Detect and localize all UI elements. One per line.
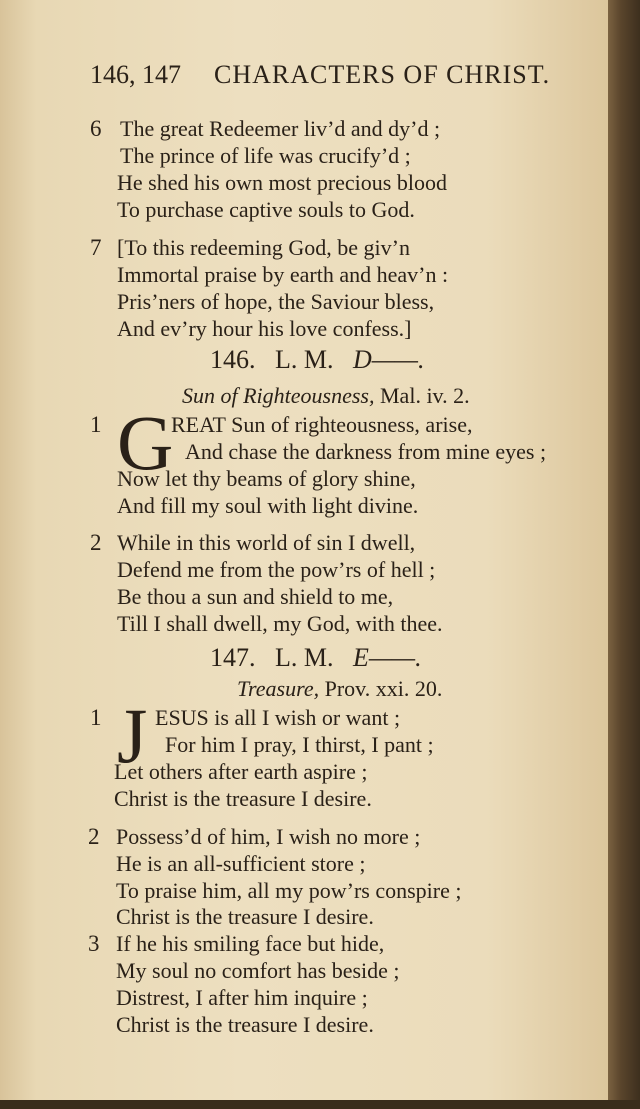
verse-line: ESUS is all I wish or want ; [155,705,401,730]
hymn-subtitle [237,676,442,702]
verse-line: He is an all-sufficient store ; [116,851,366,876]
hymn-heading [210,345,425,375]
verse-line: Pris’ners of hope, the Saviour bless, [117,289,435,314]
drop-cap: G [117,399,174,486]
verse-line: REAT Sun of righteousness, arise, [171,412,473,437]
verse-line: And ev’ry hour his love confess.] [117,316,412,341]
verse-line: Christ is the treasure I desire. [114,786,372,811]
verse-line: If he his smiling face but hide, [116,931,385,956]
verse-line: While in this world of sin I dwell, [117,530,416,555]
page-edge [608,0,640,1109]
verse-number: 7 [90,235,102,260]
hymn-subtitle [182,383,470,409]
verse-line: Till I shall dwell, my God, with thee. [117,611,443,636]
verse-line: He shed his own most precious blood [117,170,447,195]
hymn-number: 146. [210,345,256,374]
verse-number: 3 [88,931,100,956]
verse-line: The great Redeemer liv’d and dy’d ; [120,116,441,141]
verse-line: Distrest, I after him inquire ; [116,985,368,1010]
hymn-heading [210,643,422,673]
running-title: CHARACTERS OF CHRIST. [214,60,551,89]
hymn-tune: E——. [353,643,422,672]
verse-line: Possess’d of him, I wish no more ; [116,824,421,849]
hymn-meter: L. M. [275,345,334,374]
verse-line: And chase the darkness from mine eyes ; [185,439,547,464]
running-header [90,58,590,94]
verse-line: The prince of life was crucify’d ; [120,143,411,168]
verse-line: My soul no comfort has beside ; [116,958,400,983]
hymn-theme: Sun of Righteousness, [182,383,375,408]
verse-number: 6 [90,116,102,141]
hymn-number: 147. [210,643,256,672]
verse-line: Be thou a sun and shield to me, [117,584,394,609]
scripture-reference: Mal. iv. 2. [380,383,470,408]
hymn-meter: L. M. [275,643,334,672]
verse-line: To purchase captive souls to God. [117,197,415,222]
verse-line: For him I pray, I thirst, I pant ; [165,732,434,757]
hymn-tune: D——. [353,345,425,374]
scripture-reference: Prov. xxi. 20. [324,676,443,701]
verse-line: [To this redeeming God, be giv’n [117,235,410,260]
verse-line: Immortal praise by earth and heav’n : [117,262,449,287]
page-bottom-edge [0,1100,640,1109]
drop-cap: J [117,692,148,779]
hymn-theme: Treasure, [237,676,320,701]
verse-line: Now let thy beams of glory shine, [117,466,416,491]
verse-line: Defend me from the pow’rs of hell ; [117,557,436,582]
verse-number: 1 [90,412,102,437]
verse-line: To praise him, all my pow’rs conspire ; [116,878,462,903]
verse-number: 2 [88,824,100,849]
verse-line: Christ is the treasure I desire. [116,1012,374,1037]
verse-line: Christ is the treasure I desire. [116,904,374,929]
verse-number: 1 [90,705,102,730]
page-numbers: 146, 147 [90,60,181,89]
verse-line: And fill my soul with light divine. [117,493,419,518]
verse-line: Let others after earth aspire ; [114,759,368,784]
verse-number: 2 [90,530,102,555]
